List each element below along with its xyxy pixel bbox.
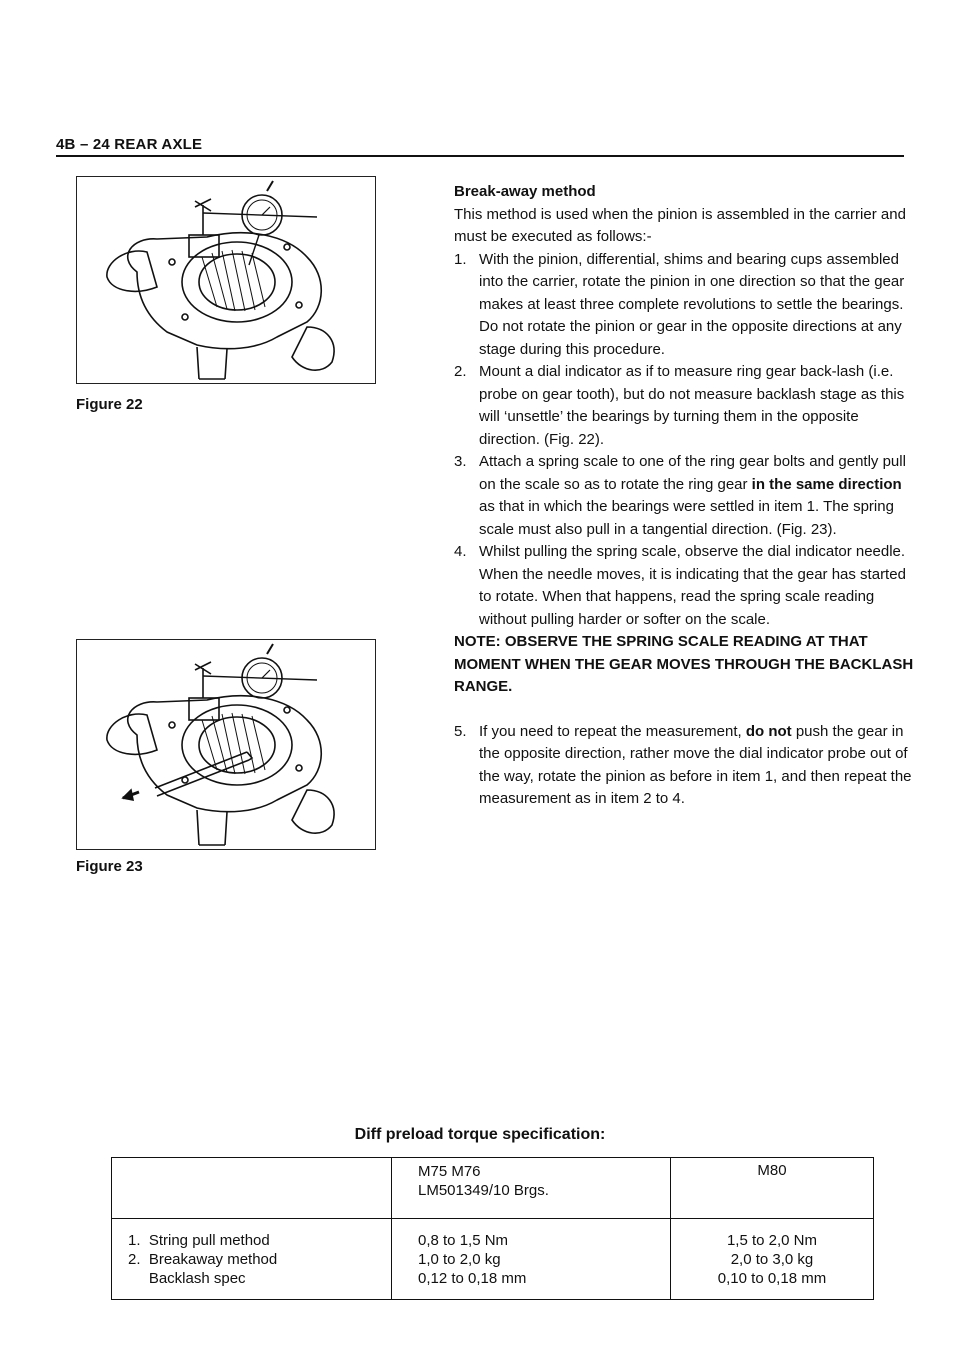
table-cell bbox=[671, 1219, 874, 1300]
step-number: 2. bbox=[454, 363, 467, 380]
step-text: Whilst pulling the spring scale, observe the dial indicator needle. When the needle moves, it is indicating that the gear has started to rotate. When that happens, read the spring scale reading without pulling harder or softer on the scale. bbox=[479, 543, 906, 628]
step-item bbox=[454, 541, 914, 631]
step-text: With the pinion, differential, shims and bearing cups assembled into the carrier, rotate the pinion in one direction so that the gear makes at least three complete revolutions to settle the bearings. Do not rotate the pinion or gear in the opposite directions at any stage during this procedure. bbox=[479, 250, 905, 358]
table-header-row bbox=[112, 1158, 874, 1219]
page-header bbox=[56, 136, 904, 157]
spec-value: 1,5 to 2,0 Nm bbox=[726, 1232, 818, 1249]
spec-value: 0,8 to 1,5 Nm bbox=[418, 1232, 509, 1249]
spec-value: 2,0 to 3,0 kg bbox=[730, 1251, 814, 1268]
note-text: NOTE: OBSERVE THE SPRING SCALE READING AT THAT MOMENT WHEN THE GEAR MOVES THROUGH THE BACKLASH RANGE. bbox=[454, 633, 914, 695]
step-item bbox=[454, 451, 914, 541]
step-text: Attach a spring scale to one of the ring gear bolts and gently pull on the scale so as to rotate the ring gear bbox=[479, 453, 906, 493]
header-bearings: LM501349/10 Brgs. bbox=[418, 1182, 549, 1199]
table-header-cell bbox=[392, 1158, 671, 1219]
table-cell bbox=[392, 1219, 671, 1300]
method-label: Backlash spec bbox=[128, 1270, 246, 1287]
step-text: as that in which the bearings were settled in item 1. The spring scale must also pull in a tangential direction. (Fig. 23). bbox=[479, 498, 894, 538]
step-number: 1. bbox=[454, 250, 467, 268]
table-cell bbox=[112, 1219, 392, 1300]
spec-value: 0,10 to 0,18 mm bbox=[717, 1270, 827, 1287]
page-header-title: 4B – 24 REAR AXLE bbox=[56, 136, 203, 153]
spec-value: 0,12 to 0,18 mm bbox=[418, 1270, 527, 1287]
section-intro: This method is used when the pinion is assembled in the carrier and must be executed as follows:- bbox=[454, 205, 906, 245]
method-label: 2. Breakaway method bbox=[128, 1251, 278, 1268]
procedure-steps-continued bbox=[454, 721, 914, 811]
spec-table bbox=[111, 1157, 874, 1300]
spec-table-title: Diff preload torque specification: bbox=[354, 1126, 606, 1143]
step-text-emphasis: in the same direction bbox=[751, 475, 902, 493]
table-header-cell bbox=[112, 1158, 392, 1219]
step-number: 3. bbox=[454, 453, 467, 470]
figure-22-caption: Figure 22 bbox=[76, 396, 143, 413]
method-label: 1. String pull method bbox=[128, 1232, 270, 1249]
step-text: push the gear in the opposite direction, rather move the dial indicator probe out of the way, rotate the pinion as before in item 1, and then repeat the measurement as in item 2 to 4. bbox=[479, 722, 912, 807]
step-item bbox=[454, 361, 914, 451]
step-text: If you need to repeat the measurement, bbox=[479, 722, 746, 740]
table-row bbox=[112, 1219, 874, 1300]
spec-value: 1,0 to 2,0 kg bbox=[418, 1251, 501, 1268]
step-number: 5. bbox=[454, 722, 467, 740]
table-header-cell: M80 bbox=[671, 1158, 874, 1219]
procedure-steps bbox=[454, 249, 914, 632]
header-models: M75 M76 bbox=[418, 1163, 481, 1180]
step-item bbox=[454, 249, 914, 362]
step-number: 4. bbox=[454, 543, 467, 560]
figure-23-image bbox=[76, 639, 376, 850]
step-text-emphasis: do not bbox=[745, 722, 792, 740]
differential-dial-indicator-illustration bbox=[77, 177, 375, 383]
step-text: Mount a dial indicator as if to measure ring gear back-lash (i.e. probe on gear tooth), but do not measure backlash stage as this will ‘unsettle’ the bearings by turning them in the opposite direction. (Fig. 22). bbox=[479, 363, 905, 448]
figure-22-image bbox=[76, 176, 376, 384]
spring-scale-illustration bbox=[77, 640, 375, 849]
step-item bbox=[454, 721, 914, 811]
figure-23-caption: Figure 23 bbox=[76, 858, 143, 875]
procedure-text bbox=[454, 181, 914, 811]
section-title: Break-away method bbox=[454, 183, 596, 200]
